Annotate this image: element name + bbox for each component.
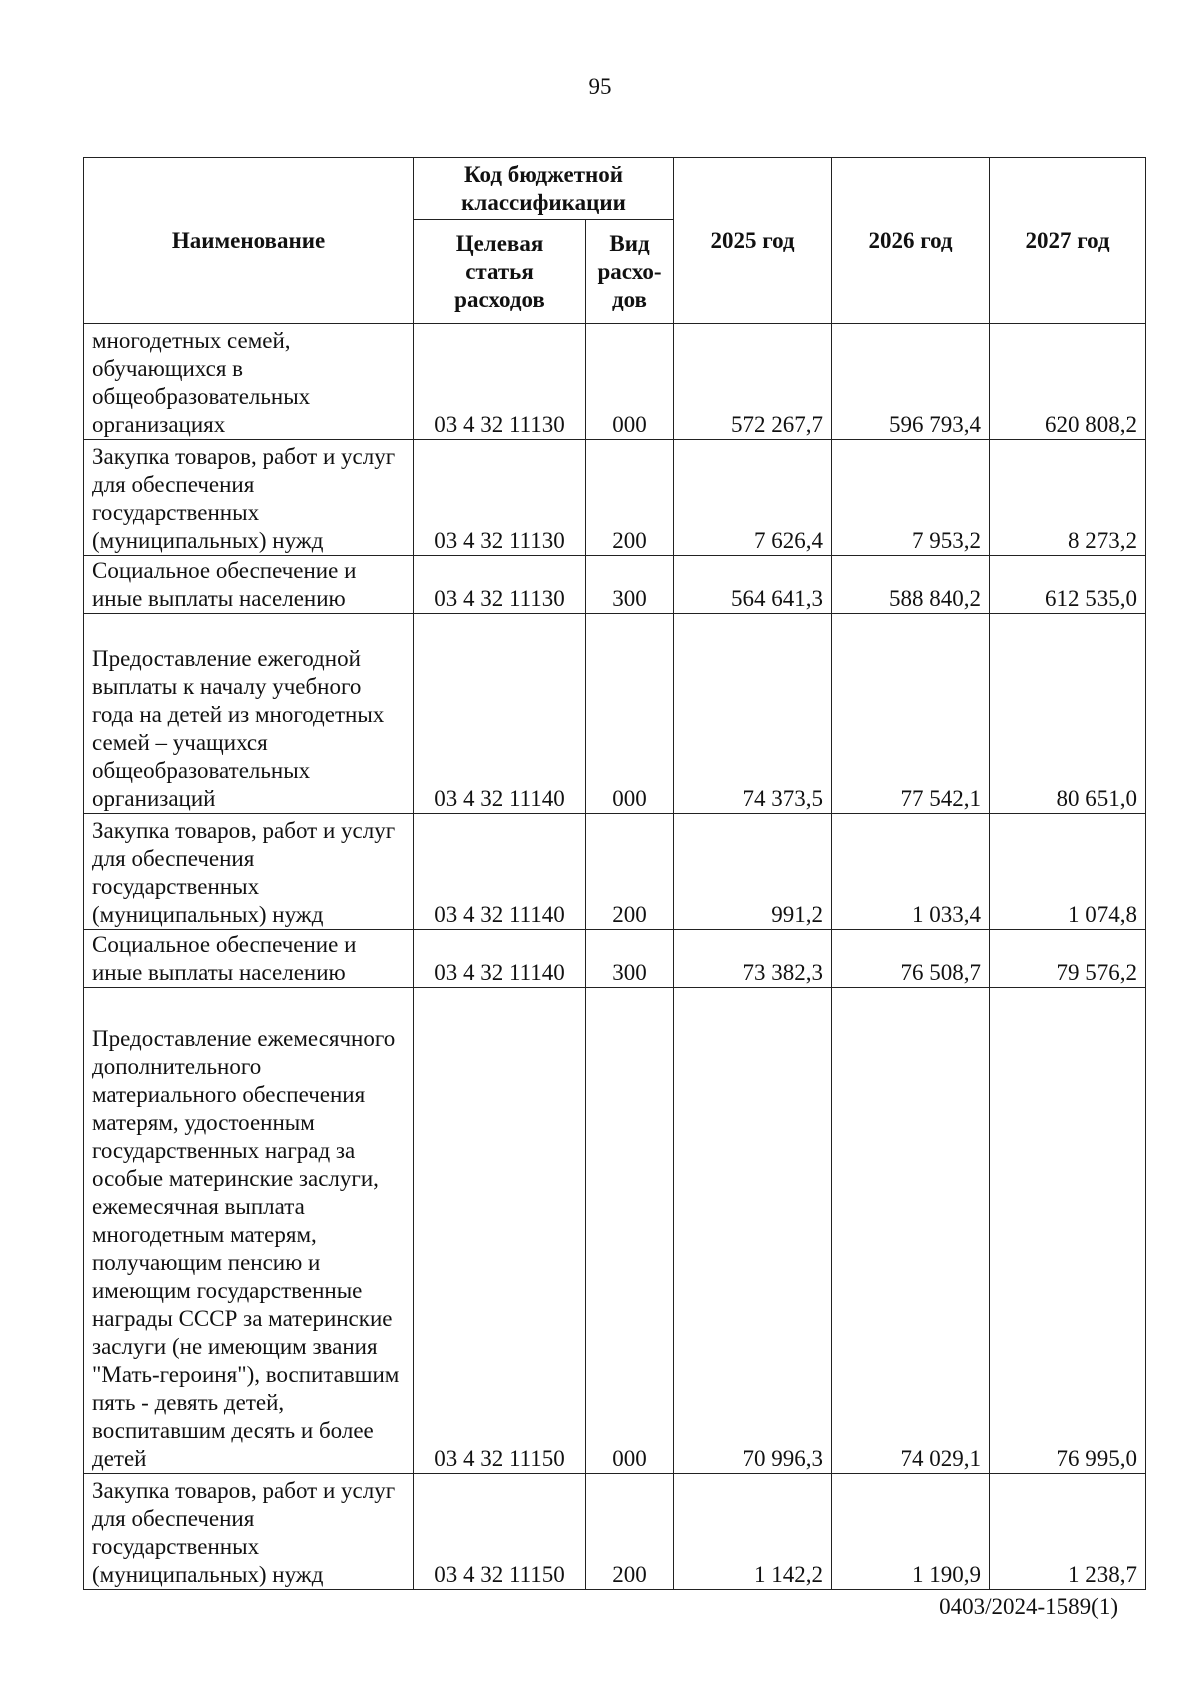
cell-2025: 70 996,3 [674, 988, 832, 1474]
cell-name: Предоставление ежегодной выплаты к началу учебного года на детей из многодетных семей – учащихся общеобразовательных организаций [84, 614, 414, 814]
cell-2027: 8 273,2 [990, 440, 1146, 556]
cell-expense-type: 000 [586, 614, 674, 814]
header-2026: 2026 год [832, 158, 990, 324]
cell-2025: 1 142,2 [674, 1474, 832, 1590]
header-expense-type: Вид расхо-дов [586, 220, 674, 324]
header-code-group: Код бюджетной классификации [414, 158, 674, 220]
cell-2025: 7 626,4 [674, 440, 832, 556]
page-number: 95 [588, 74, 612, 99]
cell-target-article: 03 4 32 11150 [414, 1474, 586, 1590]
cell-2026: 74 029,1 [832, 988, 990, 1474]
cell-name: Закупка товаров, работ и услуг для обеспечения государственных (муниципальных) нужд [84, 1474, 414, 1590]
cell-name: многодетных семей, обучающихся в общеобразовательных организациях [84, 324, 414, 440]
table-row [84, 614, 1146, 814]
cell-2025: 74 373,5 [674, 614, 832, 814]
cell-2026: 596 793,4 [832, 324, 990, 440]
table-row [84, 814, 1146, 930]
table-row [84, 440, 1146, 556]
cell-2025: 564 641,3 [674, 556, 832, 614]
cell-name: Социальное обеспечение и иные выплаты населению [84, 930, 414, 988]
cell-2027: 620 808,2 [990, 324, 1146, 440]
table-row [84, 324, 1146, 440]
cell-expense-type: 200 [586, 440, 674, 556]
cell-target-article: 03 4 32 11140 [414, 614, 586, 814]
table-row [84, 988, 1146, 1474]
cell-2026: 1 033,4 [832, 814, 990, 930]
cell-2027: 79 576,2 [990, 930, 1146, 988]
cell-2026: 7 953,2 [832, 440, 990, 556]
header-name: Наименование [84, 158, 414, 324]
cell-target-article: 03 4 32 11130 [414, 440, 586, 556]
cell-2027: 80 651,0 [990, 614, 1146, 814]
cell-2026: 1 190,9 [832, 1474, 990, 1590]
cell-expense-type: 200 [586, 814, 674, 930]
header-2025: 2025 год [674, 158, 832, 324]
table-row [84, 930, 1146, 988]
table-body [84, 324, 1146, 1590]
table-header [84, 158, 1146, 324]
cell-expense-type: 000 [586, 988, 674, 1474]
cell-target-article: 03 4 32 11130 [414, 556, 586, 614]
document-id: 0403/2024-1589(1) [939, 1594, 1118, 1619]
cell-expense-type: 200 [586, 1474, 674, 1590]
cell-target-article: 03 4 32 11140 [414, 814, 586, 930]
cell-expense-type: 300 [586, 930, 674, 988]
cell-name: Закупка товаров, работ и услуг для обеспечения государственных (муниципальных) нужд [84, 814, 414, 930]
cell-2026: 588 840,2 [832, 556, 990, 614]
cell-expense-type: 300 [586, 556, 674, 614]
cell-2027: 612 535,0 [990, 556, 1146, 614]
cell-target-article: 03 4 32 11150 [414, 988, 586, 1474]
cell-2027: 76 995,0 [990, 988, 1146, 1474]
table-row [84, 556, 1146, 614]
cell-2025: 73 382,3 [674, 930, 832, 988]
cell-name: Социальное обеспечение и иные выплаты населению [84, 556, 414, 614]
cell-target-article: 03 4 32 11140 [414, 930, 586, 988]
cell-2027: 1 074,8 [990, 814, 1146, 930]
table-row [84, 1474, 1146, 1590]
cell-target-article: 03 4 32 11130 [414, 324, 586, 440]
cell-2027: 1 238,7 [990, 1474, 1146, 1590]
cell-name: Предоставление ежемесячного дополнительного материального обеспечения матерям, удостоенным государственных наград за особые материнские заслуги, ежемесячная выплата многодетным матерям, получающим пенсию и имеющим государственные награды СССР за материнские заслуги (не имеющим звания "Мать-героиня"), воспитавшим пять - девять детей, воспитавшим десять и более детей [84, 988, 414, 1474]
header-target-article: Целевая статья расходов [414, 220, 586, 324]
cell-2025: 991,2 [674, 814, 832, 930]
cell-name: Закупка товаров, работ и услуг для обеспечения государственных (муниципальных) нужд [84, 440, 414, 556]
header-2027: 2027 год [990, 158, 1146, 324]
cell-2026: 77 542,1 [832, 614, 990, 814]
cell-2025: 572 267,7 [674, 324, 832, 440]
cell-expense-type: 000 [586, 324, 674, 440]
budget-table [83, 157, 1146, 1590]
cell-2026: 76 508,7 [832, 930, 990, 988]
